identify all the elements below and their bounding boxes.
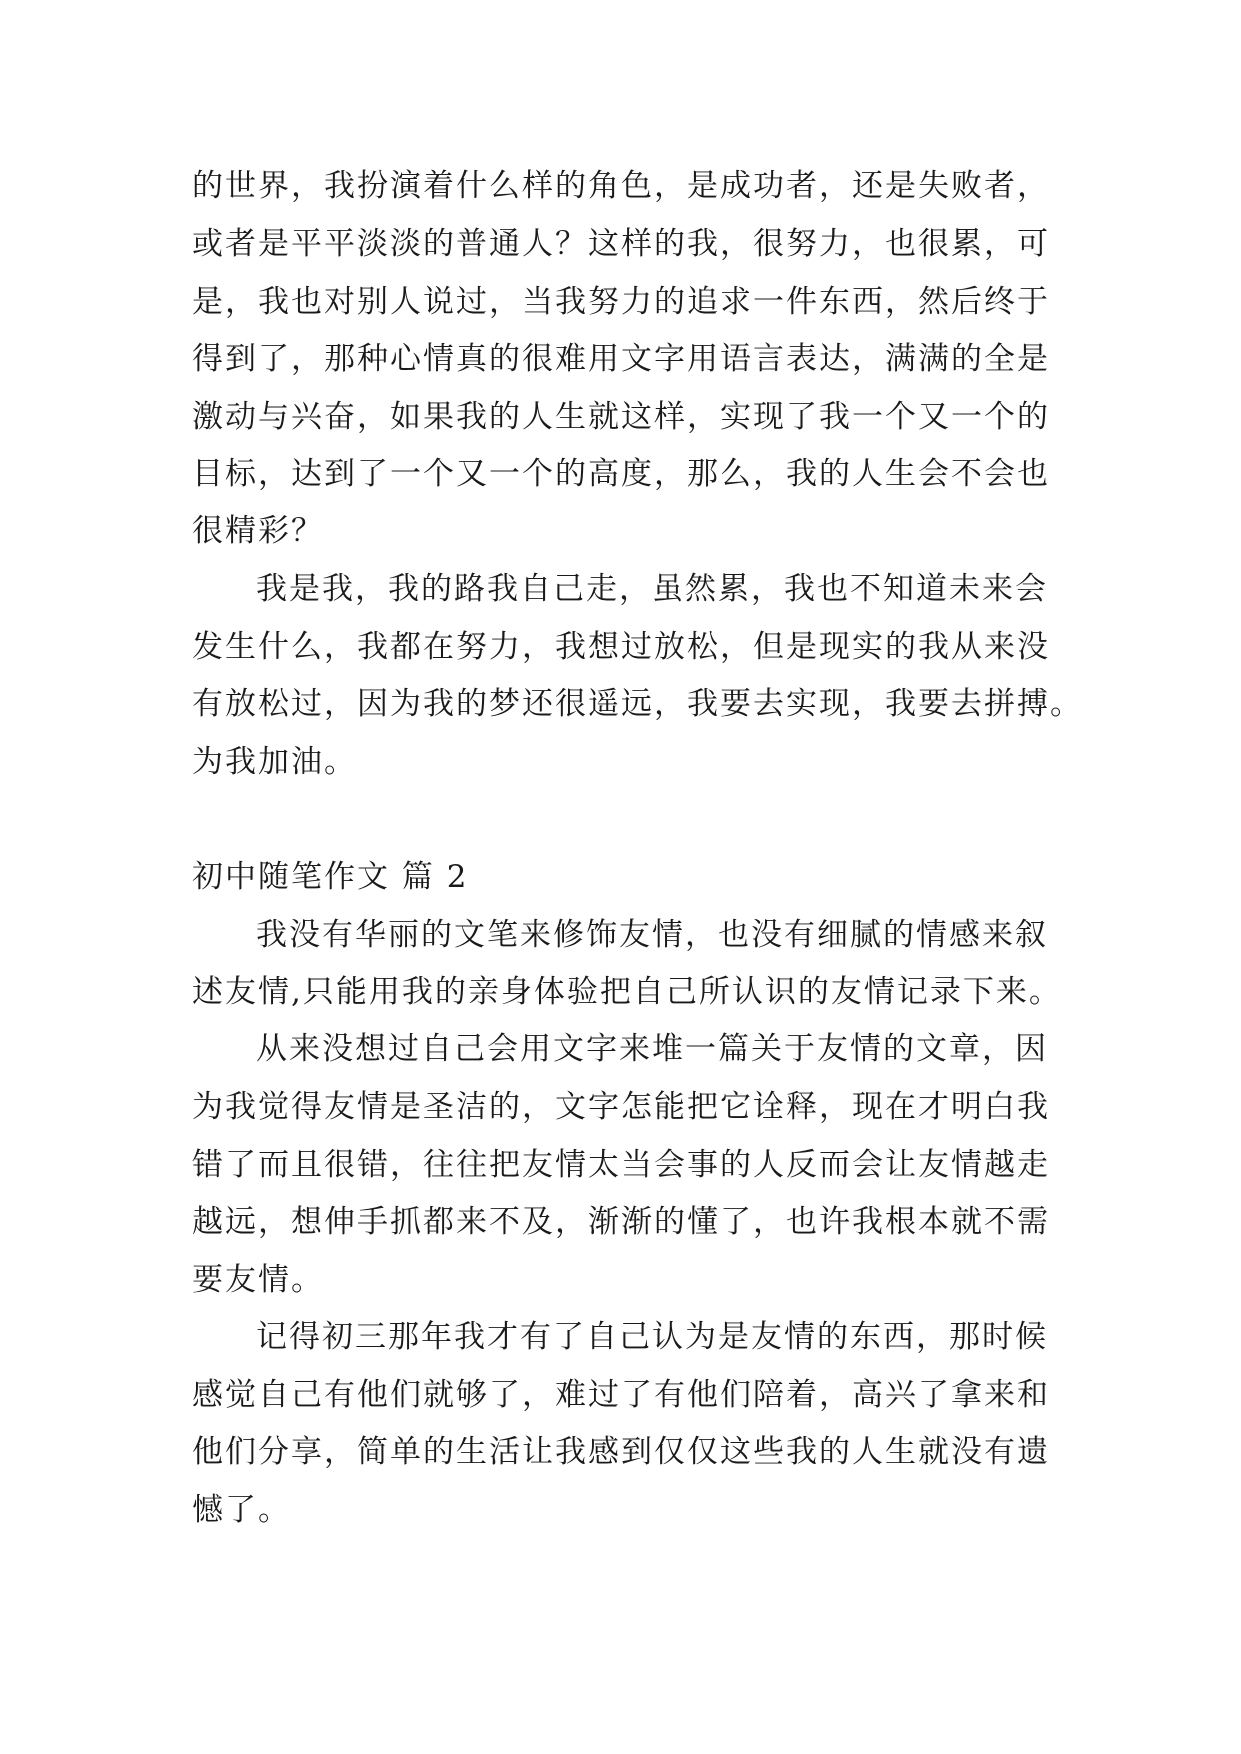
paragraph-line: 发生什么，我都在努力，我想过放松，但是现实的我从来没 [192,629,1050,665]
paragraph-line: 为我加油。 [192,744,357,780]
paragraph-line: 的世界，我扮演着什么样的角色，是成功者，还是失败者， [192,168,1050,204]
paragraph-line: 越远，想伸手抓都来不及，渐渐的懂了，也许我根本就不需 [192,1204,1050,1240]
paragraph-line: 或者是平平淡淡的普通人？这样的我，很努力，也很累，可 [192,226,1050,262]
paragraph-line: 错了而且很错，往往把友情太当会事的人反而会让友情越走 [192,1147,1050,1183]
paragraph-line: 是，我也对别人说过，当我努力的追求一件东西，然后终于 [192,284,1050,320]
paragraph-line: 目标，达到了一个又一个的高度，那么，我的人生会不会也 [192,456,1050,492]
paragraph-line: 得到了，那种心情真的很难用文字用语言表达，满满的全是 [192,341,1050,377]
paragraph-line: 有放松过，因为我的梦还很遥远，我要去实现，我要去拼搏。 [192,686,1083,722]
section-heading: 初中随笔作文 篇 2 [192,859,469,895]
paragraph-line: 很精彩？ [192,513,324,549]
paragraph-line: 我没有华丽的文笔来修饰友情，也没有细腻的情感来叙 [256,917,1048,953]
paragraph-line: 憾了。 [192,1492,291,1528]
paragraph-line: 记得初三那年我才有了自己认为是友情的东西，那时候 [256,1319,1048,1355]
paragraph-line: 感觉自己有他们就够了，难过了有他们陪着，高兴了拿来和 [192,1377,1050,1413]
paragraph-line: 激动与兴奋，如果我的人生就这样，实现了我一个又一个的 [192,399,1050,435]
paragraph-line: 他们分享，简单的生活让我感到仅仅这些我的人生就没有遗 [192,1434,1050,1470]
paragraph-line: 从来没想过自己会用文字来堆一篇关于友情的文章，因 [256,1031,1048,1067]
paragraph-line: 我是我，我的路我自己走，虽然累，我也不知道未来会 [256,571,1048,607]
paragraph-line: 为我觉得友情是圣洁的，文字怎能把它诠释，现在才明白我 [192,1089,1050,1125]
paragraph-line: 述友情,只能用我的亲身体验把自己所认识的友情记录下来。 [192,974,1062,1010]
paragraph-line: 要友情。 [192,1262,324,1298]
